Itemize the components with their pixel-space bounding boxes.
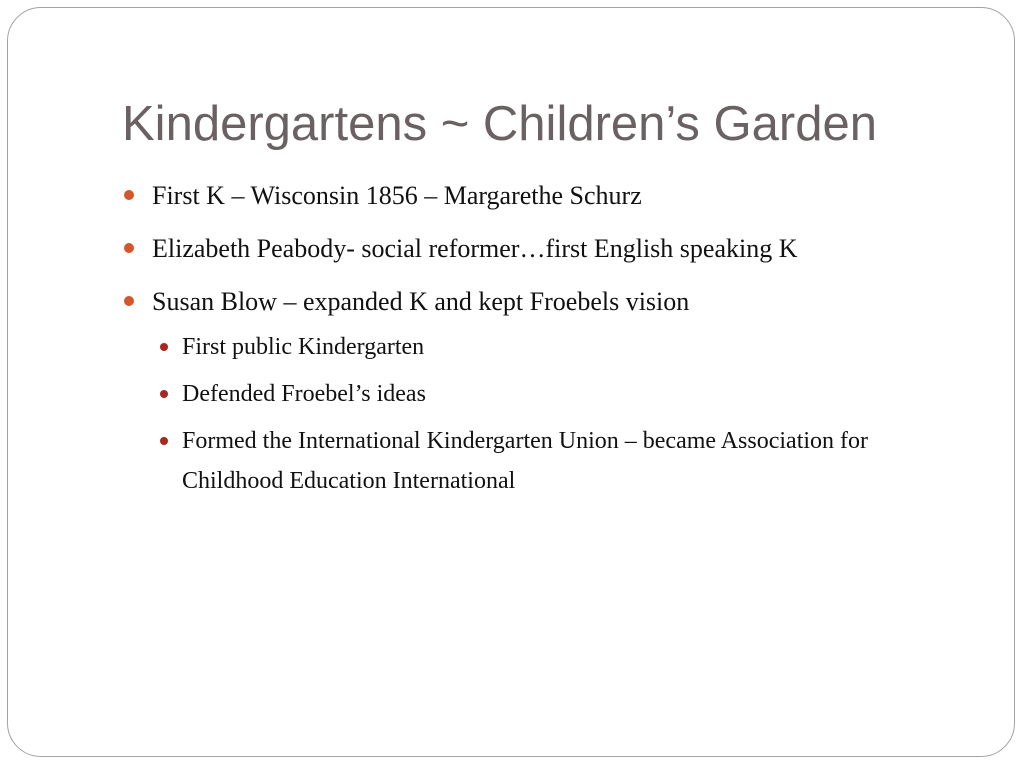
bullet-text: First K – Wisconsin 1856 – Margarethe Schurz [152, 181, 642, 210]
bullet-item [122, 282, 1002, 322]
sub-bullet-dot-icon [160, 437, 168, 445]
sub-bullet-item [152, 327, 902, 367]
bullet-text: Elizabeth Peabody- social reformer…first English speaking K [152, 234, 798, 263]
slide-title: Kindergartens ~ Children’s Garden [122, 97, 877, 151]
sub-bullet-group [122, 327, 1002, 501]
bullet-dot-icon [124, 190, 134, 200]
sub-bullet-text: First public Kindergarten [182, 334, 425, 360]
slide [7, 7, 1015, 757]
bullet-text: Susan Blow – expanded K and kept Froebels vision [152, 287, 690, 316]
sub-bullet-item [152, 374, 902, 414]
bullet-dot-icon [124, 296, 134, 306]
sub-bullet-text: Formed the International Kindergarten Union – became Association for Childhood Education International [182, 428, 869, 494]
sub-bullet-list [122, 327, 1002, 501]
sub-bullet-text: Defended Froebel’s ideas [182, 381, 426, 407]
bullet-item [122, 229, 1002, 269]
sub-bullet-item [152, 421, 902, 501]
bullet-list [122, 176, 1002, 508]
bullet-item [122, 176, 1002, 216]
sub-bullet-dot-icon [160, 390, 168, 398]
bullet-dot-icon [124, 243, 134, 253]
sub-bullet-dot-icon [160, 343, 168, 351]
